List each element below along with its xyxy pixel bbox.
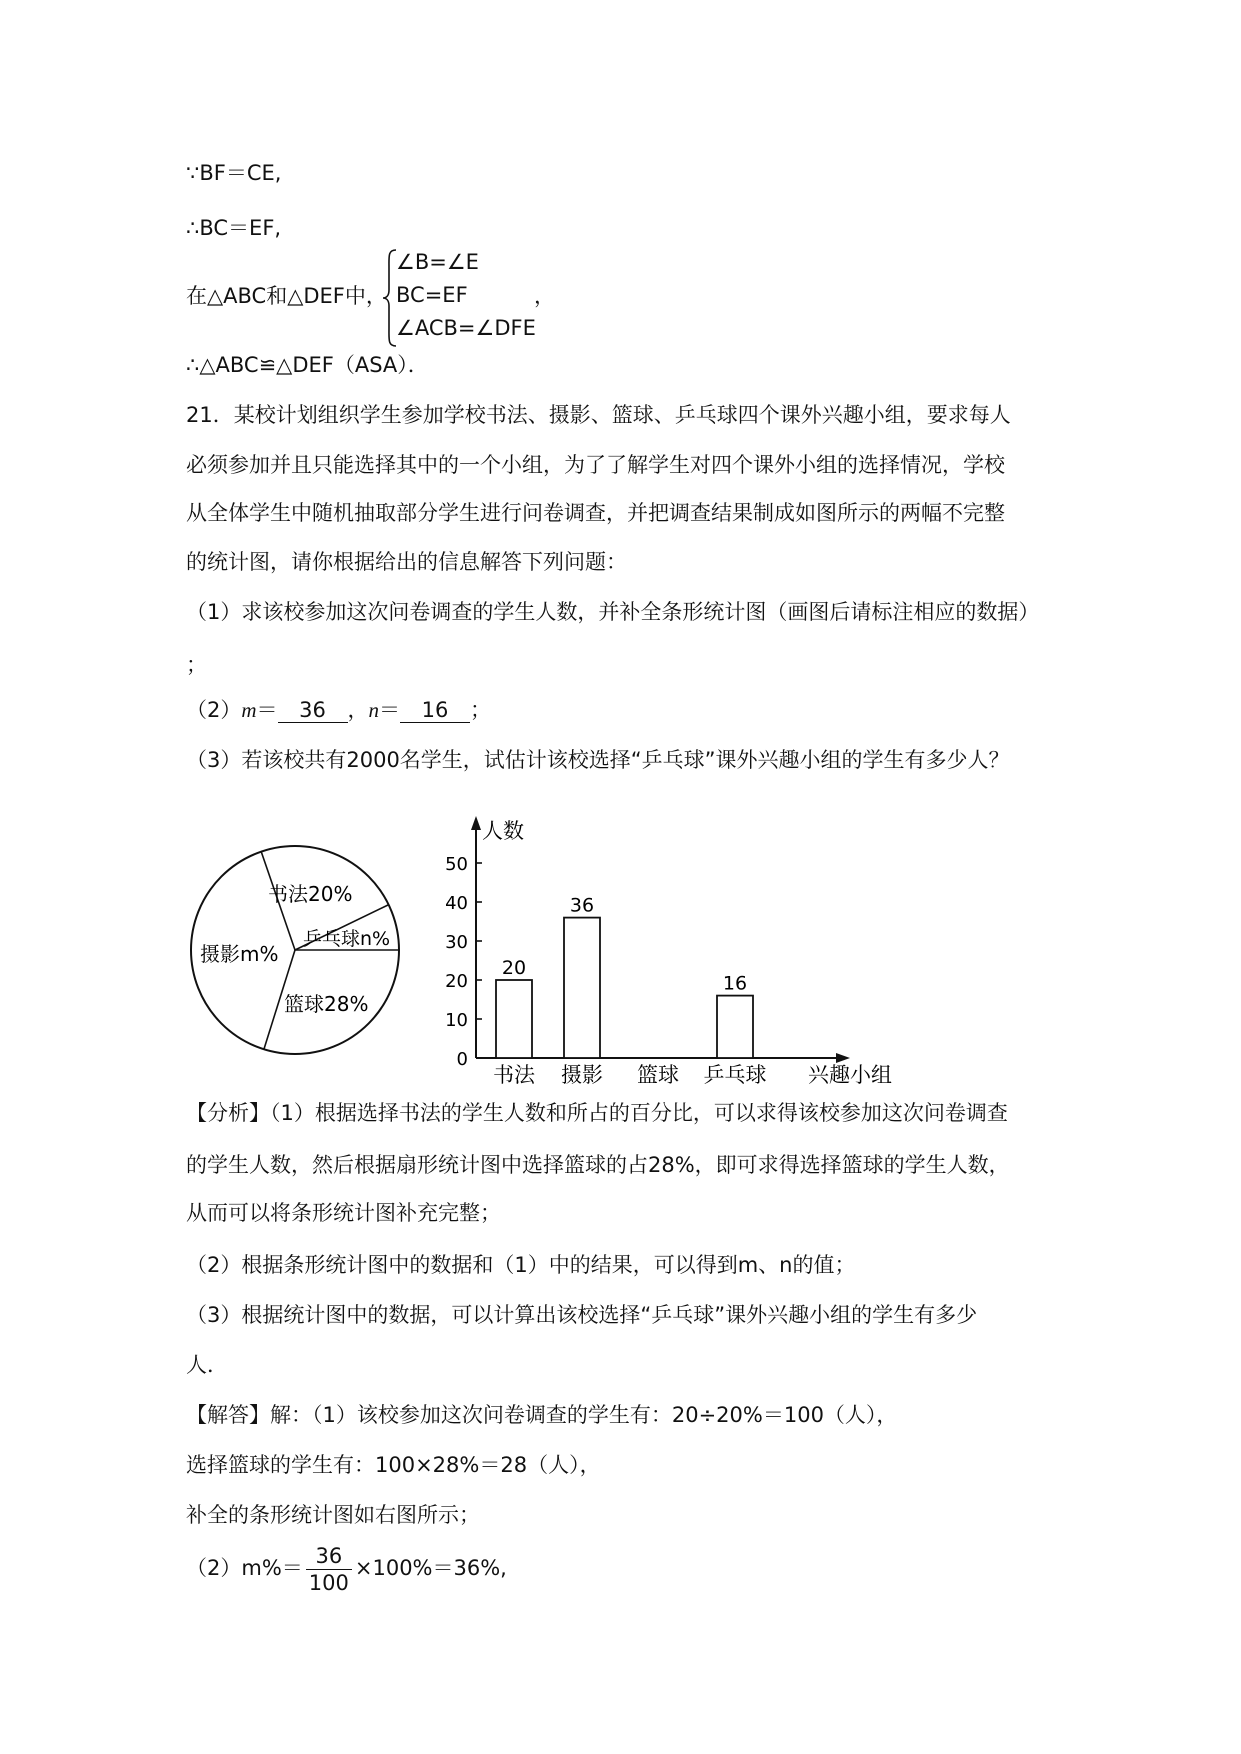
- question-3: （3）若该校共有2000名学生，试估计该校选择“乒乓球”课外兴趣小组的学生有多少人？: [186, 748, 1010, 772]
- system-prefix: 在△ABC和△DEF中，: [186, 284, 387, 308]
- congruence-system: [186, 248, 586, 348]
- x-category-label: 篮球: [637, 1063, 679, 1085]
- bar-value-label: 20: [501, 957, 527, 979]
- y-axis-arrow-icon: [471, 816, 481, 830]
- bar: [496, 980, 532, 1058]
- bar: [717, 996, 753, 1058]
- fraction: [306, 1543, 352, 1596]
- question-2-prefix: （2）: [186, 698, 242, 722]
- x-category-label: 书法: [493, 1063, 535, 1085]
- proof-conclusion: ∴△ABC≌△DEF（ASA）．: [186, 353, 429, 377]
- analysis-line-5: （3）根据统计图中的数据，可以计算出该校选择“乒乓球”课外兴趣小组的学生有多少: [186, 1303, 978, 1327]
- pie-label-table-tennis: 乒乓球n%: [303, 928, 391, 950]
- fraction-numerator: 36: [306, 1543, 352, 1570]
- pie-label-photo: 摄影m%: [200, 942, 279, 966]
- q2-comma: ，: [347, 698, 369, 722]
- system-line-1: ∠B=∠E: [396, 250, 479, 274]
- system-comma: ，: [534, 284, 555, 308]
- q2-end: ；: [470, 698, 492, 722]
- x-axis-arrow-icon: [836, 1053, 850, 1063]
- problem-line-1: 21．某校计划组织学生参加学校书法、摄影、篮球、乒乓球四个课外兴趣小组，要求每人: [186, 403, 1011, 427]
- analysis-line-1: 【分析】（1）根据选择书法的学生人数和所占的百分比，可以求得该校参加这次问卷调查: [186, 1101, 1008, 1125]
- var-m: m: [241, 698, 257, 722]
- proof-line-2: ∴BC＝EF,: [186, 216, 282, 240]
- x-axis-label: 兴趣小组: [808, 1063, 892, 1085]
- bar-value-label: 16: [722, 972, 748, 995]
- analysis-line-6: 人．: [186, 1353, 228, 1377]
- solution-4-suffix: ×100%＝36%,: [354, 1556, 507, 1580]
- answer-n: 16: [400, 698, 470, 723]
- analysis-line-4: （2）根据条形统计图中的数据和（1）中的结果，可以得到m、n的值；: [186, 1253, 856, 1277]
- solution-line-1: 【解答】解：（1）该校参加这次问卷调查的学生有：20÷20%＝100（人），: [186, 1403, 898, 1427]
- x-category-label: 摄影: [561, 1063, 603, 1085]
- system-line-3: ∠ACB=∠DFE: [396, 316, 536, 340]
- y-tick-label: 50: [445, 854, 468, 875]
- question-1: （1）求该校参加这次问卷调查的学生人数，并补全条形统计图（画图后请标注相应的数据）: [186, 600, 1040, 624]
- system-line-2: BC=EF: [396, 283, 468, 307]
- bar-value-label: 36: [569, 894, 595, 917]
- y-tick-label: 40: [445, 893, 468, 914]
- bar: [564, 918, 600, 1058]
- analysis-line-3: 从而可以将条形统计图补充完整；: [186, 1201, 501, 1225]
- problem-line-4: 的统计图，请你根据给出的信息解答下列问题：: [186, 550, 627, 574]
- solution-line-4: [186, 1540, 507, 1596]
- question-2: [186, 695, 491, 725]
- solution-line-3: 补全的条形统计图如右图所示；: [186, 1503, 480, 1527]
- eq-sign-1: ＝: [256, 698, 278, 722]
- x-category-label: 乒乓球: [703, 1063, 767, 1085]
- pie-label-basketball: 篮球28%: [284, 992, 369, 1016]
- proof-line-1: ∵BF＝CE,: [186, 161, 282, 185]
- eq-sign-2: ＝: [379, 698, 401, 722]
- var-n: n: [368, 698, 380, 722]
- question-1-end: ；: [186, 653, 207, 677]
- y-tick-label: 20: [445, 971, 468, 992]
- y-tick-label: 30: [445, 932, 468, 953]
- bar-chart: [440, 810, 910, 1085]
- fraction-denominator: 100: [308, 1570, 349, 1595]
- pie-chart: [190, 830, 410, 1070]
- solution-4-prefix: （2）m%＝: [186, 1556, 303, 1580]
- solution-line-2: 选择篮球的学生有：100×28%＝28（人），: [186, 1453, 601, 1477]
- answer-m: 36: [278, 698, 348, 723]
- analysis-line-2: 的学生人数，然后根据扇形统计图中选择篮球的占28%，即可求得选择篮球的学生人数，: [186, 1153, 1010, 1177]
- y-tick-label: 0: [456, 1049, 468, 1070]
- problem-line-2: 必须参加并且只能选择其中的一个小组，为了了解学生对四个课外小组的选择情况，学校: [186, 453, 1005, 477]
- pie-label-calligraphy: 书法20%: [268, 882, 353, 906]
- y-tick-label: 10: [445, 1010, 468, 1031]
- y-axis-label: 人数: [482, 819, 524, 843]
- problem-line-3: 从全体学生中随机抽取部分学生进行问卷调查，并把调查结果制成如图所示的两幅不完整: [186, 501, 1005, 525]
